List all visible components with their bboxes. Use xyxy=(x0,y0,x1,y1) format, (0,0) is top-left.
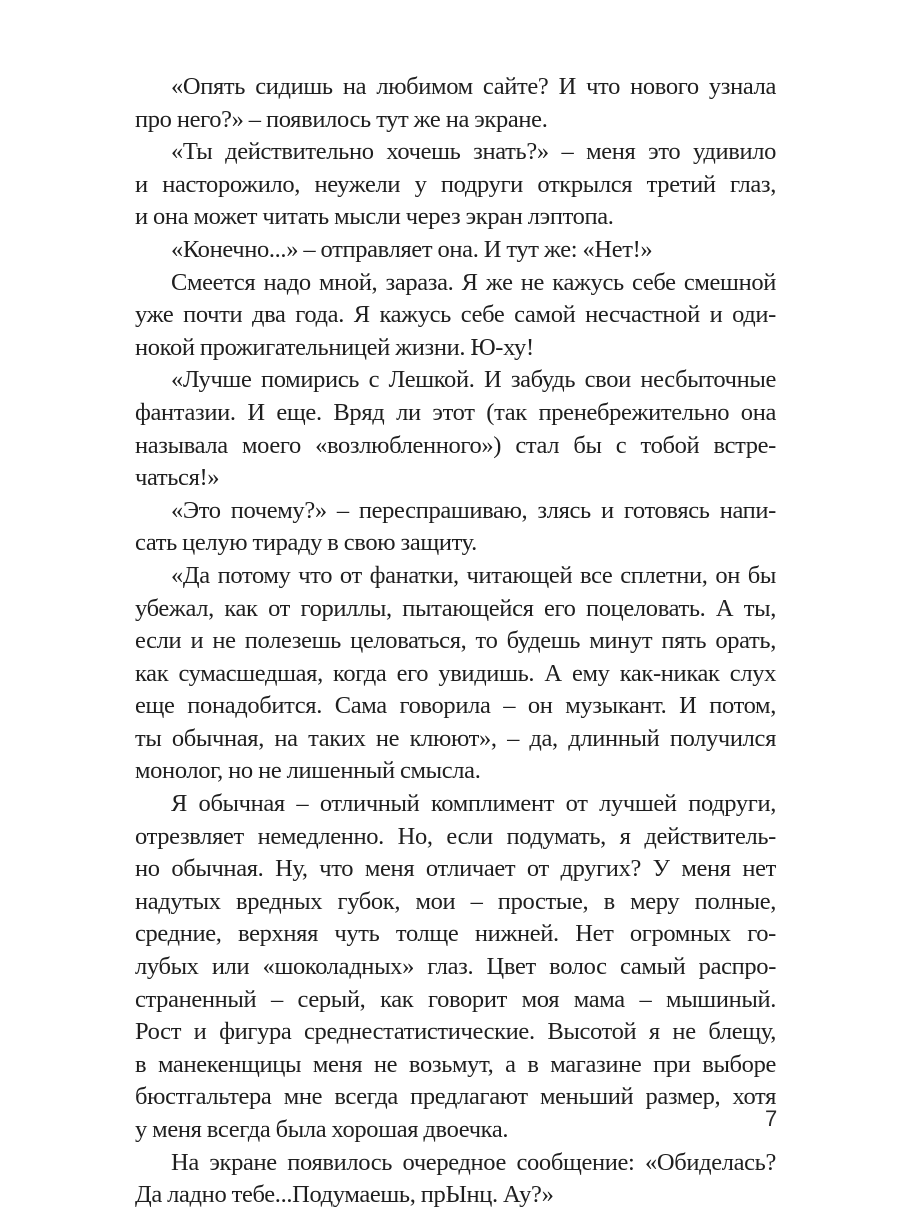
text-line: средние, верхняя чуть толще нижней. Нет огромных го- xyxy=(135,920,776,948)
text-line: но обычная. Ну, что меня отличает от других? У меня нет xyxy=(135,855,776,883)
text-line: у меня всегда была хорошая двоечка. xyxy=(135,1116,509,1143)
paragraph xyxy=(135,267,776,365)
paragraph xyxy=(135,364,776,494)
text-line: сать целую тираду в свою защиту. xyxy=(135,529,477,557)
text-line: Смеется надо мной, зараза. Я же не кажусь себе смешной xyxy=(171,268,776,296)
text-line: На экране появилось очередное сообщение: «Обиделась? xyxy=(171,1148,776,1176)
text-line: как сумасшедшая, когда его увидишь. А ему как-никак слух xyxy=(135,659,776,687)
text-line: убежал, как от гориллы, пытающейся его поцеловать. А ты, xyxy=(135,594,776,622)
paragraph xyxy=(135,495,776,560)
text-line: называла моего «возлюбленного») стал бы с тобой встре- xyxy=(135,431,776,459)
text-line: ты обычная, на таких не клюют», – да, длинный получился xyxy=(135,724,776,752)
body-text xyxy=(135,71,776,1212)
text-line: нокой прожигательницей жизни. Ю-ху! xyxy=(135,333,534,361)
text-line: фантазии. И еще. Вряд ли этот (так пренебрежительно она xyxy=(135,398,776,426)
text-line: «Да потому что от фанатки, читающей все сплетни, он бы xyxy=(171,561,776,589)
text-line: монолог, но не лишенный смысла. xyxy=(135,757,481,785)
text-line: страненный – серый, как говорит моя мама – мышиный. xyxy=(135,985,776,1013)
text-line: если и не полезешь целоваться, то будешь минут пять орать, xyxy=(135,627,776,655)
text-line: надутых вредных губок, мои – простые, в меру полные, xyxy=(135,887,776,915)
text-line: и насторожило, неужели у подруги открылся третий глаз, xyxy=(135,170,776,198)
text-line: «Лучше помирись с Лешкой. И забудь свои несбыточные xyxy=(171,366,776,394)
text-line: «Опять сидишь на любимом сайте? И что нового узнала xyxy=(171,73,776,100)
text-line: Да ладно тебе...Подумаешь, прЫнц. Ау?» xyxy=(135,1181,554,1209)
text-line: в манекенщицы меня не возьмут, а в магазине при выборе xyxy=(135,1050,776,1078)
text-line: «Конечно...» – отправляет она. И тут же: «Нет!» xyxy=(171,235,653,263)
text-line: еще понадобится. Сама говорила – он музыкант. И потом, xyxy=(135,692,776,720)
paragraph xyxy=(135,234,776,267)
text-line: бюстгальтера мне всегда предлагают меньший размер, хотя xyxy=(135,1083,776,1111)
text-line: лубых или «шоколадных» глаз. Цвет волос самый распро- xyxy=(135,953,776,981)
paragraph xyxy=(135,560,776,788)
text-line: «Это почему?» – переспрашиваю, злясь и готовясь напи- xyxy=(171,496,776,524)
text-line: про него?» – появилось тут же на экране. xyxy=(135,105,548,133)
text-line: и она может читать мысли через экран лэптопа. xyxy=(135,203,614,231)
text-line: отрезвляет немедленно. Но, если подумать, я действитель- xyxy=(135,822,776,850)
text-line: «Ты действительно хочешь знать?» – меня это удивило xyxy=(171,138,776,166)
text-line: Я обычная – отличный комплимент от лучшей подруги, xyxy=(171,790,776,818)
paragraph xyxy=(135,1147,776,1212)
page-number: 7 xyxy=(765,1106,778,1131)
paragraph xyxy=(135,136,776,234)
paragraph xyxy=(135,788,776,1147)
text-line: чаться!» xyxy=(135,464,220,492)
text-line: уже почти два года. Я кажусь себе самой несчастной и оди- xyxy=(135,301,776,329)
text-line: Рост и фигура среднестатистические. Высотой я не блещу, xyxy=(135,1018,776,1046)
paragraph xyxy=(135,71,776,136)
